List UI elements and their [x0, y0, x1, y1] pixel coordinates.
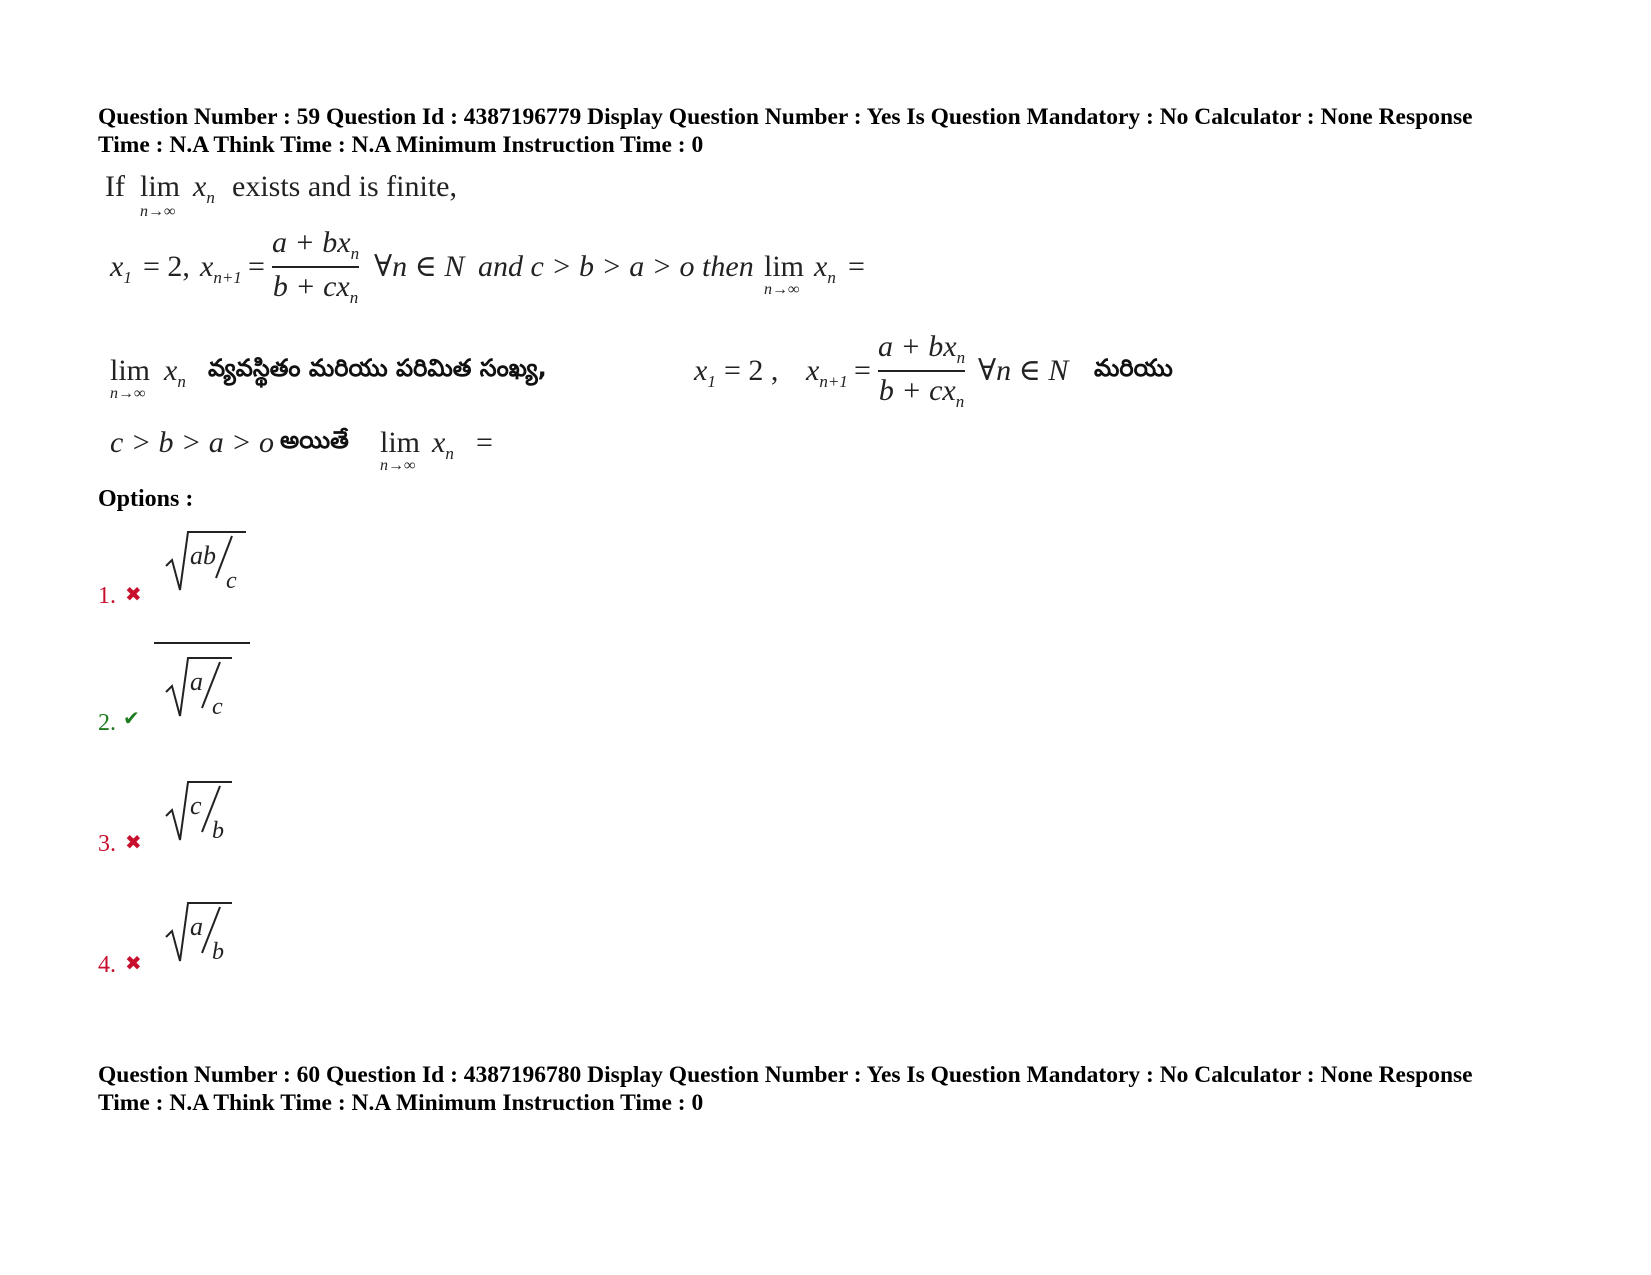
lim-under: n→∞	[764, 281, 800, 298]
equals: =	[854, 354, 871, 387]
option-number: 1.	[98, 583, 116, 609]
x-var: x	[110, 250, 124, 283]
sub-1: 1	[123, 268, 132, 287]
equals: =	[248, 250, 265, 283]
x1-eq: = 2 ,	[724, 354, 779, 387]
sub-n: n	[827, 268, 836, 287]
sqrt-bottom: c	[226, 568, 237, 594]
numerator: a + bx	[272, 226, 351, 259]
lim-under: n→∞	[140, 203, 176, 220]
sub-n: n	[349, 288, 359, 307]
sqrt-bottom: c	[212, 694, 223, 720]
lim-text: lim	[764, 250, 805, 283]
divider	[154, 642, 250, 644]
sqrt-fraction-image	[162, 897, 242, 967]
x-var: x	[164, 354, 178, 387]
x-var: x	[814, 250, 828, 283]
forall: ∀n ∈ N	[978, 354, 1069, 387]
sub-n: n	[206, 188, 215, 207]
numerator: a + bx	[878, 330, 957, 363]
sqrt-bottom: b	[212, 818, 224, 844]
sqrt-fraction-image	[162, 776, 242, 846]
forall: ∀n ∈ N	[374, 250, 465, 283]
check-icon: ✔	[123, 706, 140, 730]
sqrt-bottom: b	[212, 939, 224, 965]
lim-text: lim	[110, 354, 151, 387]
sub-1: 1	[707, 372, 716, 391]
x1-eq: = 2,	[143, 250, 190, 283]
q60-meta-line2: Time : N.A Think Time : N.A Minimum Instruction Time : 0	[98, 1090, 704, 1116]
lim-text: lim	[380, 426, 421, 459]
exists-text: exists and is finite,	[232, 170, 457, 203]
x-var: x	[694, 354, 708, 387]
lim-text: lim	[140, 170, 181, 203]
sqrt-top: ab	[190, 541, 216, 570]
telugu-and: మరియు	[1094, 354, 1173, 382]
options-label: Options :	[98, 486, 194, 512]
fraction	[878, 332, 965, 410]
x-var: x	[806, 354, 820, 387]
if-text: If	[105, 170, 125, 203]
sub-n: n	[445, 444, 454, 463]
sqrt-fraction-image	[162, 652, 242, 722]
denominator: b + cx	[272, 270, 350, 303]
lim-under: n→∞	[380, 457, 416, 474]
sub-n: n	[177, 372, 186, 391]
sub-n: n	[350, 244, 360, 263]
x-var: x	[193, 170, 207, 203]
sub-n1: n+1	[213, 268, 242, 287]
sqrt-top: a	[190, 667, 203, 696]
equals: =	[476, 426, 493, 459]
q60-meta-line1: Question Number : 60 Question Id : 4387196780 Display Question Number : Yes Is Question Mandatory : No Calculator : None Response	[98, 1062, 1473, 1088]
fraction	[272, 228, 359, 306]
denominator: b + cx	[878, 374, 956, 407]
option-number: 3.	[98, 831, 116, 857]
x-var: x	[200, 250, 214, 283]
telugu-words: వ్యవస్థితం మరియు పరిమిత సంఖ్య,	[208, 354, 547, 382]
q60-meta	[98, 1061, 1578, 1117]
equals: =	[848, 250, 865, 283]
sqrt-top: c	[190, 791, 202, 820]
sub-n: n	[956, 348, 966, 367]
x-var: x	[432, 426, 446, 459]
sub-n1: n+1	[819, 372, 848, 391]
cross-icon: ✖	[125, 582, 142, 606]
q59-meta	[98, 103, 1578, 159]
sqrt-top: a	[190, 912, 203, 941]
option-number: 2.	[98, 710, 116, 736]
condition: c > b > a > o	[110, 426, 275, 459]
lim-under: n→∞	[110, 385, 146, 402]
option-number: 4.	[98, 952, 116, 978]
cross-icon: ✖	[125, 951, 142, 975]
q59-meta-line2: Time : N.A Think Time : N.A Minimum Instruction Time : 0	[98, 132, 704, 158]
and-condition: and c > b > a > o then	[478, 250, 754, 283]
cross-icon: ✖	[125, 830, 142, 854]
sub-n: n	[955, 392, 965, 411]
q59-meta-line1: Question Number : 59 Question Id : 4387196779 Display Question Number : Yes Is Question Mandatory : No Calculator : None Response	[98, 104, 1473, 130]
sqrt-fraction-image	[162, 526, 252, 596]
telugu-if: అయితే	[280, 426, 349, 454]
